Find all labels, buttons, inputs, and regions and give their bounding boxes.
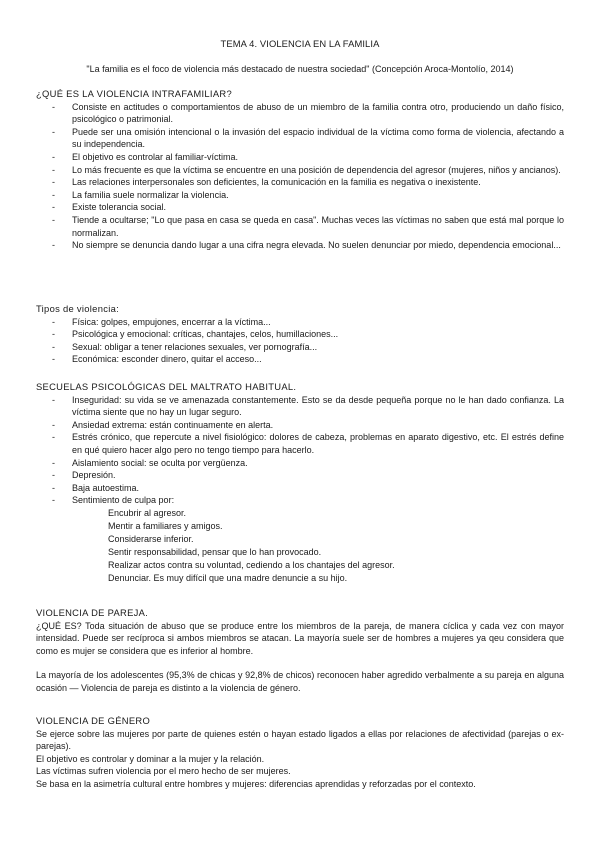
culpa-sublist xyxy=(36,507,564,586)
list-item: - Aislamiento social: se oculta por vergüenza. xyxy=(36,457,564,470)
sublist-item: Denunciar. Es muy difícil que una madre denuncie a su hijo. xyxy=(108,573,348,584)
sublist-item: Realizar actos contra su voluntad, cediendo a los chantajes del agresor. xyxy=(108,560,395,571)
list-item: - Estrés crónico, que repercute a nivel fisiológico: dolores de cabeza, problemas en aparato digestivo, etc. El estrés define en qué quiero hacer algo pero no tengo tiempo para hacerlo. xyxy=(36,431,564,456)
section-heading: SECUELAS PSICOLÓGICAS DEL MALTRATO HABITUAL. xyxy=(36,381,297,392)
epigraph-quote: "La familia es el foco de violencia más destacado de nuestra sociedad" (Concepción Aroca-Montolío, 2014) xyxy=(86,64,514,74)
paragraph: Las víctimas sufren violencia por el mero hecho de ser mujeres. xyxy=(36,766,291,777)
section-heading: ¿QUÉ ES LA VIOLENCIA INTRAFAMILIAR? xyxy=(36,88,232,99)
section-pareja xyxy=(36,607,564,695)
list-item: - Física: golpes, empujones, encerrar a la víctima... xyxy=(36,316,564,329)
sublist-item: Encubrir al agresor. xyxy=(108,507,187,518)
sublist-item: Sentir responsabilidad, pensar que lo han provocado. xyxy=(108,547,322,558)
page-title: TEMA 4. VIOLENCIA EN LA FAMILIA xyxy=(220,38,380,49)
list-item: - El objetivo es controlar al familiar-víctima. xyxy=(36,151,564,164)
list-item: - Ansiedad extrema: están continuamente en alerta. xyxy=(36,419,564,432)
paragraph: ¿QUÉ ES? Toda situación de abuso que se produce entre los miembros de la pareja, de manera cíclica y cada vez con mayor intensidad. Puede ser recíproca si ambos miembros se atacan. La mayoría suele ser de hombres a mujeres ya qeu considera que como es mujer se considera que es inferior al hombre. xyxy=(36,620,564,656)
list-item: - Inseguridad: su vida se ve amenazada constantemente. Esto se da desde pequeña porque no le han dado confianza. La víctima siente que no hay un lugar seguro. xyxy=(36,394,564,419)
list-item: - Existe tolerancia social. xyxy=(36,201,564,214)
list-item: - Tiende a ocultarse; "Lo que pasa en casa se queda en casa". Muchas veces las víctimas no saben que está mal porque lo normalizan. xyxy=(36,214,564,239)
list-item: - Depresión. xyxy=(36,469,564,482)
list-item: - Económica: esconder dinero, quitar el acceso... xyxy=(36,353,564,366)
section-genero xyxy=(36,715,564,791)
section-tipos xyxy=(36,303,564,366)
sublist-item: Considerarse inferior. xyxy=(108,534,194,545)
list-item: - Las relaciones interpersonales son deficientes, la comunicación en la familia es negativa o inexistente. xyxy=(36,176,564,189)
section-heading: VIOLENCIA DE GÉNERO xyxy=(36,715,151,726)
section-heading: VIOLENCIA DE PAREJA. xyxy=(36,607,149,618)
list-item: - La familia suele normalizar la violencia. xyxy=(36,189,564,202)
list-item: - Lo más frecuente es que la víctima se encuentre en una posición de dependencia del agresor (mujeres, niños y ancianos). xyxy=(36,164,564,177)
intrafamiliar-list xyxy=(36,101,564,252)
tipos-list xyxy=(36,316,564,366)
paragraph: Se basa en la asimetría cultural entre hombres y mujeres: diferencias aprendidas y reforzadas por el contexto. xyxy=(36,778,476,789)
section-secuelas xyxy=(36,381,564,586)
list-item: - No siempre se denuncia dando lugar a una cifra negra elevada. No suelen denunciar por miedo, dependencia emocional... xyxy=(36,239,564,252)
paragraph: El objetivo es controlar y dominar a la mujer y la relación. xyxy=(36,753,265,764)
sublist-item: Mentir a familiares y amigos. xyxy=(108,521,223,532)
list-item: - Consiste en actitudes o comportamientos de abuso de un miembro de la familia contra otro, produciendo un daño físico, psicológico o patrimonial. xyxy=(36,101,564,126)
paragraph: Se ejerce sobre las mujeres por parte de quienes estén o hayan estado ligados a ellas por relaciones de afectividad (parejas o ex-parejas). xyxy=(36,728,564,752)
section-heading: Tipos de violencia: xyxy=(36,303,119,314)
section-intrafamiliar xyxy=(36,88,564,252)
list-item: - Sexual: obligar a tener relaciones sexuales, ver pornografía... xyxy=(36,341,564,354)
list-item: - Psicológica y emocional: críticas, chantajes, celos, humillaciones... xyxy=(36,328,564,341)
secuelas-list xyxy=(36,394,564,507)
paragraph: La mayoría de los adolescentes (95,3% de chicas y 92,8% de chicos) reconocen haber agredido verbalmente a su pareja en alguna ocasión — Violencia de pareja es distinto a la violencia de género. xyxy=(36,670,564,693)
list-item: - Sentimiento de culpa por: xyxy=(36,494,564,507)
list-item: - Baja autoestima. xyxy=(36,482,564,495)
list-item: - Puede ser una omisión intencional o la invasión del espacio individual de la víctima como forma de violencia, afectando a su independencia. xyxy=(36,126,564,151)
